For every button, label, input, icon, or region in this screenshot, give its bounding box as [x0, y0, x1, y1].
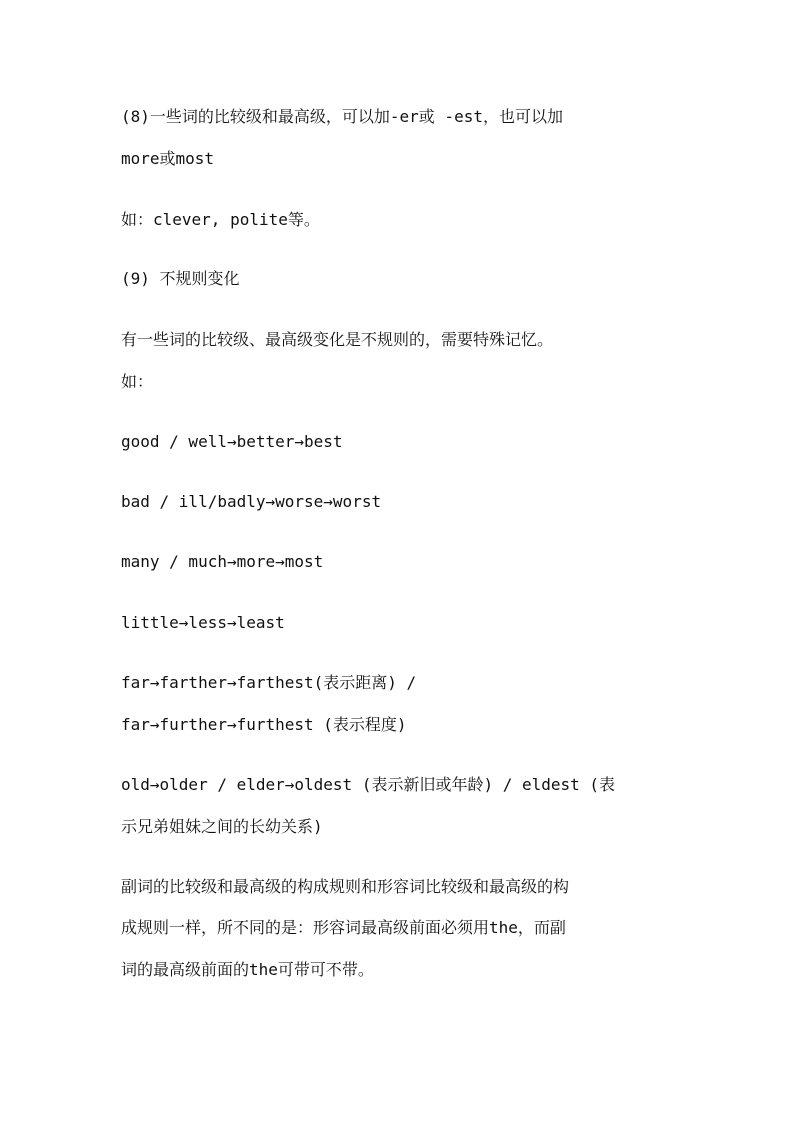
rule-9-description: 有一些词的比较级、最高级变化是不规则的，需要特殊记忆。	[121, 330, 554, 349]
irregular-little: little→less→least	[121, 613, 285, 632]
rule-9-heading: (9) 不规则变化	[121, 269, 240, 288]
adverb-rule-line-1: 副词的比较级和最高级的构成规则和形容词比较级和最高级的构	[121, 877, 570, 896]
rule-8-heading: (8)一些词的比较级和最高级，可以加-er或 -est，也可以加	[121, 107, 563, 126]
rule-9-example-label: 如：	[121, 372, 154, 391]
irregular-far-distance: far→farther→farthest(表示距离) /	[121, 673, 417, 692]
irregular-old: old→older / elder→oldest (表示新旧或年龄) / eldest (表	[121, 775, 616, 794]
irregular-good: good / well→better→best	[121, 432, 343, 451]
irregular-far-degree: far→further→furthest (表示程度)	[121, 715, 407, 734]
adverb-rule-line-3: 词的最高级前面的the可带可不带。	[121, 960, 374, 979]
rule-8-continuation: more或most	[121, 149, 215, 168]
irregular-old-continuation: 示兄弟姐妹之间的长幼关系)	[121, 817, 323, 836]
adverb-rule-line-2: 成规则一样，所不同的是：形容词最高级前面必须用the，而副	[121, 918, 566, 937]
irregular-many: many / much→more→most	[121, 552, 324, 571]
irregular-bad: bad / ill/badly→worse→worst	[121, 492, 382, 511]
rule-8-example: 如：clever, polite等。	[121, 210, 320, 229]
